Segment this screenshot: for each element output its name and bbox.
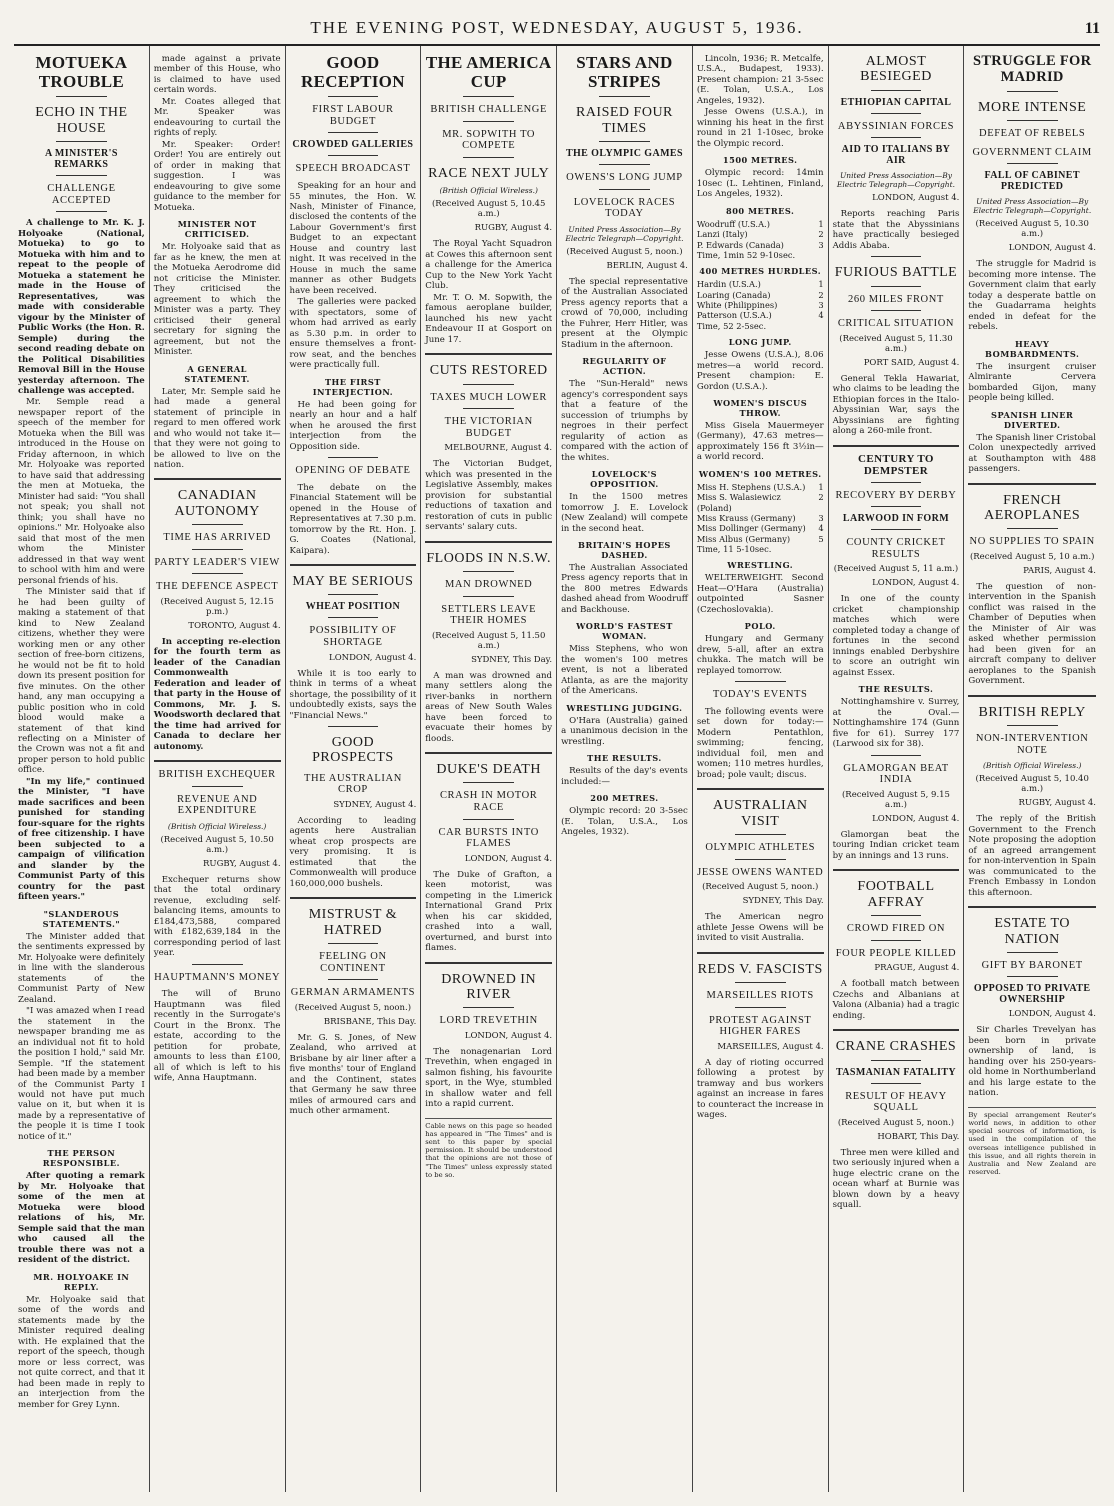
headline-australian-visit: AUSTRALIAN VISIT: [712, 798, 808, 829]
subhead: AID TO ITALIANS BY AIR: [841, 144, 951, 167]
dateline: LONDON, August 4.: [329, 652, 417, 663]
subhead: NON-INTERVENTION NOTE: [975, 733, 1089, 756]
page-number: 11: [1084, 20, 1100, 37]
headline-floods: FLOODS IN N.S.W.: [426, 550, 551, 566]
result-row: Patterson (U.S.A.) 4: [696, 310, 824, 321]
subhead: THE OLYMPIC GAMES: [565, 148, 683, 160]
section-subhead: 200 METRES.: [590, 793, 659, 804]
subhead: GOVERNMENT CLAIM: [972, 146, 1092, 158]
article-body: [833, 594, 960, 749]
article-body: [154, 989, 281, 1083]
dateline: (Received August 5, 11.30 a.m.): [839, 333, 953, 354]
dateline: (Received August 5, 11.50 a.m.): [431, 630, 546, 651]
headline-hauptmann: HAUPTMANN'S MONEY: [154, 971, 281, 983]
section-subhead: REGULARITY OF ACTION.: [582, 356, 667, 377]
subhead: LOVELOCK RACES TODAY: [573, 196, 676, 220]
subhead: LORD TREVETHIN: [439, 1015, 538, 1027]
paragraph: While it is too early to think in terms of a wheat shortage, the possibility of it undoubtedly exists, says the "Financial News.": [289, 668, 417, 721]
section-subhead: LOVELOCK'S OPPOSITION.: [590, 469, 659, 490]
paragraph: A football match between Czechs and Albanians at Valona (Albania) had a tragic ending.: [832, 979, 960, 1021]
result-row: Woodruff (U.S.A.) 1: [696, 218, 824, 229]
credit-line: United Press Association—By Electric Telegraph—Copyright.: [836, 171, 956, 190]
headline-british-exchequer: BRITISH EXCHEQUER: [158, 769, 276, 781]
dateline: RUGBY, August 4.: [203, 858, 281, 869]
article-body: [290, 669, 417, 721]
paragraph: Miss Stephens, who won the women's 100 metres event, is not a liberated Atlanta, as are the majority of the Americans.: [561, 644, 688, 697]
headline-cuts-restored: CUTS RESTORED: [429, 363, 548, 379]
paragraph: made against a private member of this House, who is claimed to have used certain words.: [153, 54, 281, 96]
paragraph: WELTERWEIGHT. Second Heat—O'Hara (Australia) outpointed Sasner (Czechoslovakia).: [696, 573, 824, 615]
result-row: Lanzi (Italy) 2: [696, 229, 824, 240]
article-body: [833, 374, 960, 437]
dateline: (Received August 5, 10.30 a.m.): [975, 219, 1089, 240]
headline-british-reply: BRITISH REPLY: [978, 704, 1086, 720]
subhead: COUNTY CRICKET RESULTS: [846, 537, 946, 560]
dateline: LONDON, August 4.: [464, 1030, 553, 1041]
paragraph: Glamorgan beat the touring Indian cricket team by an innings and 13 runs.: [832, 829, 960, 861]
article-body: [18, 218, 145, 1410]
paragraph: General Tekla Hawariat, who claims to be leading the Ethiopian forces in the Italo-Abyssinian War, says the Abyssinians are fighting along a 260-mile front.: [832, 373, 960, 437]
subhead: SETTLERS LEAVE THEIR HOMES: [441, 603, 537, 627]
paragraph: The following events were set down for today:—Modern Pentathlon, swimming; fencing, individual foil, men and women; 110 metres hurdles, broad; pole vault; discus.: [696, 706, 824, 780]
subhead: THE VICTORIAN BUDGET: [444, 416, 533, 439]
article-body: [968, 1025, 1096, 1098]
section-subhead: BRITAIN'S HOPES DASHED.: [578, 540, 671, 560]
section-subhead: WOMEN'S DISCUS THROW.: [713, 397, 808, 418]
article-body: [697, 54, 824, 216]
section-subhead: THE RESULTS.: [587, 753, 662, 764]
paragraph: Hungary and Germany drew, 5-all, after an extra chukka. The match will be replayed tomorrow.: [696, 634, 824, 676]
headline-crane-crashes: CRANE CRASHES: [835, 1039, 957, 1055]
paragraph: Mr. T. O. M. Sopwith, the famous aeroplane builder, launched his new yacht Endeavour II at Gosport on June 17.: [425, 292, 553, 345]
paragraph: O'Hara (Australia) gained a unanimous decision in the wrestling.: [561, 715, 688, 747]
credit-line: (British Official Wireless.): [982, 761, 1082, 771]
result-row: Miss Dollinger (Germany) 4: [696, 523, 824, 534]
subhead: CRASH IN MOTOR RACE: [439, 790, 538, 814]
result-row: Miss H. Stephens (U.S.A.) 1: [696, 481, 824, 492]
subhead: THE AUSTRALIAN CROP: [303, 772, 402, 796]
dateline: LONDON, August 4.: [872, 193, 960, 204]
credit-line: (British Official Wireless.): [167, 821, 267, 831]
section-subhead: 800 METRES.: [726, 205, 795, 216]
headline-good-reception: GOOD RECEPTION: [301, 53, 405, 91]
dateline: LONDON, August 4.: [1008, 1009, 1096, 1020]
column-5: [557, 46, 693, 1492]
paragraph: In one of the county cricket championship matches which were completed today a change of fortunes in the second innings enabled Derbyshire to score an outright win against Essex.: [832, 594, 960, 678]
article-body: [425, 671, 552, 744]
dateline: (Received August 5, 10.50 a.m.): [160, 834, 274, 855]
paragraph: After quoting a remark by Mr. Holyoake that some of the men at Motueka were blood relations of his, Mr. Semple said that the man who caused all the trouble there was not a resident of the district.: [18, 1171, 145, 1266]
subhead: MAN DROWNED: [444, 579, 533, 591]
article-body: [697, 707, 824, 780]
paragraph: Results of the day's events included:—: [561, 766, 688, 787]
subhead: A MINISTER'S REMARKS: [44, 148, 118, 171]
subhead: CROWD FIRED ON: [846, 923, 946, 935]
subhead: OWENS'S LONG JUMP: [566, 172, 683, 184]
subhead: BRITISH CHALLENGE: [430, 104, 547, 116]
headline-dukes-death: DUKE'S DEATH: [436, 762, 541, 778]
article-body: [697, 560, 824, 676]
dateline: (Received August 5, 10.40 a.m.): [975, 774, 1089, 795]
article-body: [425, 239, 552, 345]
paragraph: Nottinghamshire v. Surrey, at the Oval.—Nottinghamshire 174 (Gunn five for 61). Surrey 177 (Larwood six for 38).: [832, 697, 960, 750]
paragraph: The American negro athlete Jesse Owens will be invited to visit Australia.: [696, 912, 824, 944]
subhead: FIRST LABOUR BUDGET: [312, 104, 394, 127]
headline-todays-events: TODAY'S EVENTS: [712, 689, 808, 701]
article-body: [425, 459, 552, 532]
paragraph: The insurgent cruiser Almirante Cervera bombarded Gijon, many people being killed.: [968, 361, 1096, 404]
headline-america-cup: THE AMERICA CUP: [425, 53, 552, 91]
paragraph: The Victorian Budget, which was presented in the Legislative Assembly, makes provision for substantial reductions of taxation and restoration of cuts in public servants' salary cuts.: [425, 459, 553, 533]
subhead: CROWDED GALLERIES: [292, 139, 414, 151]
article-body: [968, 582, 1096, 687]
headline-football-affray: FOOTBALL AFFRAY: [857, 879, 935, 910]
headline-reds-fascists: REDS V. FASCISTS: [697, 961, 823, 977]
article-body: [697, 1058, 824, 1121]
dateline: (Received August 5, noon.): [566, 246, 683, 257]
paragraph: He had been going for nearly an hour and a half when he aroused the first interjection from the Opposition side.: [289, 399, 417, 452]
article-body: [697, 337, 824, 479]
subhead: LARWOOD IN FORM: [842, 513, 950, 525]
paragraph: A man was drowned and many settlers along the river-banks in northern areas of New South Wales have been forced to evacuate their homes by floods.: [425, 670, 553, 744]
headline-mistrust: MISTRUST & HATRED: [308, 907, 398, 938]
headline-stars-stripes: STARS AND STRIPES: [576, 53, 673, 91]
subhead: OPPOSED TO PRIVATE OWNERSHIP: [973, 983, 1091, 1006]
dateline: LONDON, August 4.: [1008, 243, 1096, 254]
paragraph: The will of Bruno Hauptmann was filed recently in the Surrogate's Court in the Bronx. The estate, according to the petition for probate, amounts to less than £100, all of which is left to his wife, Anna Hauptmann.: [153, 989, 281, 1084]
headline-drowned: DROWNED IN RIVER: [441, 971, 537, 1002]
article-body: [968, 814, 1096, 898]
subhead: POSSIBILITY OF SHORTAGE: [309, 625, 397, 649]
section-subhead: THE RESULTS.: [858, 684, 934, 695]
paragraph: Jesse Owens (U.S.A.), in winning his heat in the first round in 21 1-10sec, broke the Olympic record.: [696, 107, 824, 149]
article-body: [425, 1047, 552, 1110]
section-subhead: 400 METRES HURDLES.: [699, 266, 822, 277]
paragraph: In accepting re-election for the fourth term as leader of the Canadian Commonwealth Federation and leader of that party in the House of Commons, Mr. J. S. Woodsworth declared that the time had arrived for Canada to declare her autonomy.: [153, 636, 281, 752]
dateline: (Received August 5, 11 a.m.): [833, 564, 959, 575]
subhead: MR. SOPWITH TO COMPETE: [442, 128, 536, 152]
paragraph: The struggle for Madrid is becoming more intense. The Government claim that early today a desperate battle on the Guadarrama heights ended in defeat for the rebels.: [968, 259, 1096, 333]
subhead: RECOVERY BY DERBY: [835, 489, 957, 501]
article-body: [290, 181, 417, 452]
column-4: [421, 46, 557, 1492]
footnote: Cable news on this page so headed has appeared in "The Times" and is sent to this paper by special permission. It should be understood that the opinions are not those of "The Times" unless expressly stated to be so.: [425, 1118, 552, 1179]
subhead: 260 MILES FRONT: [848, 293, 944, 305]
dateline: (Received August 5, 10 a.m.): [969, 551, 1095, 562]
subhead: MARSEILLES RIOTS: [706, 989, 814, 1001]
dateline: (Received August 5, 12.15 p.m.): [160, 596, 274, 617]
headline-may-be-serious: MAY BE SERIOUS: [292, 574, 414, 590]
paragraph: Exchequer returns show that the total ordinary revenue, excluding self-balancing items, amounts to £184,473,588, compared with £182,639,184 in the corresponding period of last year.: [153, 874, 281, 959]
paragraph: Mr. Holyoake said that as far as he knew, the men at the Motueka Aerodrome did not criticise the Minister. They criticised the agreement to which the Minister was a party. They criticised their general secretary for signing the agreement, but not the Minister.: [153, 242, 281, 358]
paragraph: Mr. Semple read a newspaper report of the speech of the member for Motueka when the Bill was introduced in the House on Friday afternoon, in which Mr. Holyoake was reported to have said that addressing the men at Motueka, the Minister had said: "You shall not speak; you shall not think; you shall have no opinions." Mr. Holyoake also said that most of the men whom the Minister addressed in that way went to school with him and were personal friends of his.: [18, 397, 145, 586]
masthead-title: THE EVENING POST, WEDNESDAY, AUGUST 5, 1936.: [310, 18, 804, 37]
paragraph: Mr. G. S. Jones, of New Zealand, who arrived at Brisbane by air liner after a five months' tour of England and the Continent, states that Germany he saw three miles of armoured cars and much other armament.: [289, 1032, 417, 1117]
subhead: NO SUPPLIES TO SPAIN: [969, 536, 1095, 548]
dateline: MARSEILLES, August 4.: [717, 1041, 824, 1052]
dateline: TORONTO, August 4.: [188, 620, 281, 631]
article-body: [561, 277, 688, 838]
paragraph: Mr. Speaker: Order! Order! You are entirely out of order in making that suggestion. I was endeavouring to give some guidance to the member for Motueka.: [153, 139, 281, 213]
paragraph: The Spanish liner Cristobal Colon unexpectedly arrived at Southampton with 488 passengers.: [968, 432, 1096, 475]
result-time: Time, 11 5-10sec.: [696, 544, 772, 555]
section-subhead: MINISTER NOT CRITICISED.: [177, 219, 257, 240]
subhead: TIME HAS ARRIVED: [163, 532, 271, 544]
subhead: OLYMPIC ATHLETES: [705, 842, 816, 854]
headline-motueka: MOTUEKA TROUBLE: [35, 53, 128, 91]
subhead: ABYSSINIAN FORCES: [837, 120, 955, 132]
subhead: ECHO IN THE HOUSE: [35, 105, 128, 136]
section-subhead: LONG JUMP.: [728, 337, 792, 348]
article-body: [833, 209, 960, 251]
subhead: DEFEAT OF REBELS: [979, 128, 1086, 140]
headline-furious-battle: FURIOUS BATTLE: [834, 265, 958, 281]
paragraph: Three men were killed and two seriously injured when a huge electric crane on the ocean wharf at Burnie was blown down by a heavy squall.: [832, 1147, 960, 1211]
dateline: PORT SAID, August 4.: [863, 357, 960, 368]
dateline: BRISBANE, This Day.: [323, 1016, 417, 1027]
section-subhead: WRESTLING JUDGING.: [566, 702, 683, 713]
section-subhead: MR. HOLYOAKE IN REPLY.: [33, 1271, 130, 1292]
result-row: Hardin (U.S.A.) 1: [696, 279, 824, 290]
section-subhead: 1500 METRES.: [722, 155, 798, 166]
article-body: [154, 637, 281, 752]
subhead: CRITICAL SITUATION: [837, 318, 955, 330]
section-subhead: A GENERAL STATEMENT.: [184, 363, 250, 384]
article-body: [833, 1148, 960, 1211]
paragraph: Sir Charles Trevelyan has been born in private ownership of land, is handing over his 250-years-old home in Northumberland and his large estate to the nation.: [968, 1025, 1096, 1099]
headline-century-dempster: CENTURY TO DEMPSTER: [858, 452, 934, 477]
paragraph: "I was amazed when I read the statement in the newspaper branding me as an individual not fit to hold the position I hold," said Mr. Semple. "If the statement had been made by a member of the Communist Party I would not have put much value on it, but when it is made by a representative of the people it is time I took notice of it.": [18, 1006, 145, 1142]
results-800m: [697, 219, 824, 260]
dateline: SYDNEY, August 4.: [333, 799, 417, 810]
result-row: P. Edwards (Canada) 3: [696, 239, 824, 250]
result-row: White (Philippines) 3: [696, 299, 824, 310]
dateline: RUGBY, August 4.: [474, 223, 553, 234]
result-time: Time, 52 2-5sec.: [696, 320, 767, 331]
dateline: SYDNEY, This Day.: [742, 896, 824, 907]
subhead: TASMANIAN FATALITY: [835, 1066, 957, 1078]
paragraph: Olympic record: 14min 10sec (L. Lehtinen, Finland, Los Angeles, 1932).: [696, 168, 824, 200]
paragraph: The Duke of Grafton, a keen motorist, was competing in the Limerick International Grand Prix when his car skidded, crashed into a wall, overturned, and burst into flames.: [425, 869, 553, 954]
column-7: [829, 46, 965, 1492]
subhead: CAR BURSTS INTO FLAMES: [438, 826, 539, 850]
paragraph: The reply of the British Government to the French Note proposing the adoption of an agreed arrangement for non-intervention in Spain was communicated to the French Embassy in London this afternoon.: [968, 814, 1096, 898]
credit-line: United Press Association—By Electric Telegraph—Copyright.: [973, 197, 1092, 216]
subhead: RESULT OF HEAVY SQUALL: [845, 1090, 947, 1114]
paragraph: Miss Gisela Mauermeyer (Germany), 47.63 metres—approximately 156 ft 3½in—a world record.: [696, 420, 824, 463]
section-subhead: HEAVY BOMBARDMENTS.: [985, 338, 1080, 359]
footnote: By special arrangement Reuter's world news, in addition to other special sources of information, is used in the compilation of the overseas intelligence published in this issue, and all rights therein in Australia and New Zealand are reserved.: [968, 1107, 1096, 1176]
results-women-100m: [697, 482, 824, 555]
article-body: [154, 54, 281, 470]
dateline: (Received August 5, 9.15 a.m.): [841, 789, 950, 810]
dateline: SYDNEY, This Day.: [471, 654, 553, 665]
dateline: MELBOURNE, August 4.: [444, 443, 553, 454]
section-subhead: "SLANDEROUS STATEMENTS.": [42, 908, 121, 929]
result-row: Loaring (Canada) 2: [696, 289, 824, 300]
headline-estate-nation: ESTATE TO NATION: [994, 916, 1070, 947]
credit-line: (British Official Wireless.): [439, 186, 538, 196]
headline-almost-besieged: ALMOST BESIEGED: [860, 54, 932, 85]
paragraph: Mr. Coates alleged that Mr. Speaker was endeavouring to curtail the rights of reply.: [153, 96, 281, 139]
dateline: BERLIN, August 4.: [606, 260, 688, 271]
paragraph: Olympic record: 20 3-5sec (E. Tolan, U.S.A., Los Angeles, 1932).: [561, 806, 688, 838]
dateline: PRAGUE, August 4.: [874, 963, 960, 974]
dateline: (Received August 5, noon.): [837, 1117, 955, 1128]
subhead: GERMAN ARMAMENTS: [290, 987, 416, 999]
subhead: PROTEST AGAINST HIGHER FARES: [708, 1014, 812, 1038]
column-2: [150, 46, 286, 1492]
subhead: CHALLENGE ACCEPTED: [47, 183, 116, 206]
column-3: [286, 46, 422, 1492]
section-subhead: SPANISH LINER DIVERTED.: [991, 409, 1074, 430]
dateline: (Received August 5, noon.): [294, 1002, 412, 1013]
subhead: TAXES MUCH LOWER: [430, 391, 548, 403]
columns: [14, 46, 1100, 1492]
section-subhead: WORLD'S FASTEST WOMAN.: [576, 621, 673, 642]
article-body: [697, 912, 824, 943]
paragraph: The Royal Yacht Squadron at Cowes this afternoon sent a challenge for the America Cup to the New York Yacht Club.: [425, 239, 553, 292]
paragraph: Reports reaching Paris state that the Abyssinians have practically besieged Addis Ababa.: [832, 209, 960, 251]
paragraph: According to leading agents here Australian wheat crop prospects are very promising. It is estimated that the Commonwealth will produce 160,000,000 bushels.: [289, 815, 417, 889]
paragraph: The question of non-intervention in the Spanish conflict was raised in the Chamber of Deputies when the Minister of Air was asked whether permission had been given for an aircraft company to deliver aeroplanes to the Spanish Government.: [968, 581, 1096, 687]
dateline: LONDON, August 4.: [872, 813, 960, 824]
paragraph: Speaking for an hour and 55 minutes, the Hon. W. Nash, Minister of Finance, disclosed the contents of the Labour Government's first Budget to an expectant House and country last night. It was received in the House in much the same manner as other Budgets have been received.: [289, 181, 417, 296]
article-body: [425, 870, 552, 954]
paragraph: In the 1500 metres tomorrow J. E. Lovelock (New Zealand) will compete in the second heat.: [561, 492, 688, 534]
subhead: REVENUE AND EXPENDITURE: [176, 793, 258, 817]
paragraph: The Australian Associated Press agency reports that in the 800 metres Edwards dashed ahead from Woodruff and Backhouse.: [561, 563, 688, 615]
section-subhead: THE PERSON RESPONSIBLE.: [42, 1148, 120, 1169]
column-1: [14, 46, 150, 1492]
article-body: [290, 816, 417, 889]
subhead: FALL OF CABINET PREDICTED: [984, 170, 1080, 193]
paragraph: The Minister added that the sentiments expressed by Mr. Holyoake were definitely in line with the slanderous statements of the Communist Party of New Zealand.: [18, 931, 145, 1005]
paragraph: The special representative of the Australian Associated Press agency reports that a crowd of 70,000, including the Fuhrer, Herr Hitler, was present at the Olympic Stadium in the afternoon.: [561, 276, 688, 350]
section-subhead: WOMEN'S 100 METRES.: [698, 468, 822, 479]
headline-good-prospects: GOOD PROSPECTS: [312, 735, 394, 766]
dateline: LONDON, August 4.: [872, 578, 960, 589]
paragraph: Lincoln, 1936; R. Metcalfe, U.S.A., Budapest, 1933). Present champion: 21 3-5sec (E. Tolan, U.S.A., Los Angeles, 1932).: [696, 54, 824, 106]
article-body: [154, 875, 281, 959]
subhead: FOUR PEOPLE KILLED: [835, 947, 957, 959]
dateline: HOBART, This Day.: [877, 1131, 960, 1142]
paragraph: The "Sun-Herald" news agency's correspondent says that a feature of the succession of triumphs by negroes in their perfect regularity of action as compared with the action of the whites.: [561, 379, 688, 463]
article-body: [290, 1033, 417, 1117]
article-lead: A challenge to Mr. K. J. Holyoake (National, Motueka) to go to Motueka with him and to repeat to the people of Motueka a statement he made in the House of Representatives, was made with considerable vigour by the Minister of Public Works (the Hon. R. Semple) during the second reading debate on the Political Disabilities Removal Bill in the House yesterday afternoon. The challenge was accepted.: [18, 218, 145, 396]
headline-canadian-autonomy: CANADIAN AUTONOMY: [174, 488, 260, 519]
headline-french-aeroplanes: FRENCH AEROPLANES: [984, 492, 1081, 524]
masthead: [14, 18, 1100, 46]
result-row: Miss Albus (Germany) 5: [696, 533, 824, 544]
section-subhead: THE FIRST INTERJECTION.: [312, 376, 394, 397]
dateline: RUGBY, August 4.: [1018, 798, 1096, 809]
paragraph: The debate on the Financial Statement will be opened in the House of Representatives at 7.30 p.m. tomorrow by the Rt. Hon. J. G. Coates (National, Kaipara).: [289, 482, 417, 556]
subhead: RACE NEXT JULY: [428, 166, 550, 182]
subhead: THE DEFENCE ASPECT: [156, 581, 279, 593]
subhead: JESSE OWENS WANTED: [697, 866, 824, 878]
credit-line: United Press Association—By Electric Telegraph—Copyright.: [565, 224, 684, 243]
subhead: GIFT BY BARONET: [981, 959, 1083, 971]
paragraph: The galleries were packed with spectators, some of whom had arrived as early as 5.30 p.m. in order to ensure themselves a front-row seat, and the benches were practically full.: [289, 297, 417, 371]
result-row: Miss S. Walasiewicz (Poland) 2: [696, 492, 824, 513]
subhead: SPEECH BROADCAST: [295, 163, 411, 175]
column-6: [693, 46, 829, 1492]
paragraph: A day of rioting occurred following a protest by tramway and bus workers against an increase in fares to counteract the increase in wages.: [696, 1057, 824, 1121]
subhead: FEELING ON CONTINENT: [319, 951, 387, 974]
results-hurdles: [697, 279, 824, 331]
dateline: (Received August 5, 10.45 a.m.): [431, 199, 546, 220]
subhead: PARTY LEADER'S VIEW: [154, 556, 280, 568]
headline-struggle-madrid: STRUGGLE FOR MADRID: [972, 53, 1092, 85]
article-body: [833, 979, 960, 1021]
paragraph: The Minister said that if he had been guilty of making a statement of that kind to New Zealand citizens, whether they were working men or any other section of free-born citizens, he would not be fit to hold down its present position for five minutes. On the other hand, any man occupying a public position who in cold blood would make a statement of that kind reflecting on a Minister of the Crown was not a fit and proper person to hold public office.: [18, 587, 145, 776]
article-body: [290, 483, 417, 556]
article-body: [833, 830, 960, 861]
subhead: ETHIOPIAN CAPITAL: [840, 96, 952, 108]
paragraph: The nonagenarian Lord Trevethin, when engaged in salmon fishing, his favourite sport, in the Wye, stumbled in shallow water and fell into a rapid current.: [425, 1046, 553, 1110]
subhead: WHEAT POSITION: [305, 601, 401, 613]
subhead: MORE INTENSE: [978, 99, 1087, 115]
paragraph: Later, Mr. Semple said he had made a general statement of principle in regard to men offered work and who would not take it—that they were not going to be allowed to live on the nation.: [153, 386, 281, 470]
paragraph: "In my life," continued the Minister, "I have made sacrifices and been punished for standing four-square for the rights of free citizenship. I have been subjected to a campaign of vilification and slander by the Communist Party of this country for the past fifteen years.": [18, 776, 145, 903]
paragraph: Jesse Owens (U.S.A.), 8.06 metres—a world record. Present champion: E. Gordon (U.S.A.).: [696, 350, 824, 392]
dateline: PARIS, August 4.: [1023, 565, 1096, 576]
headline-glamorgan: GLAMORGAN BEAT INDIA: [843, 762, 949, 786]
subhead: OPENING OF DEBATE: [295, 465, 411, 477]
result-row: Miss Krauss (Germany) 3: [696, 513, 824, 523]
paragraph: Mr. Holyoake said that some of the words and statements made by the Minister required dealing with. He explained that the report of the speech, though more or less correct, was not quite correct, and that it had been made in reply to an interjection from the member for Grey Lynn.: [18, 1294, 145, 1410]
article-body: [968, 259, 1096, 474]
result-time: Time, 1min 52 9-10sec.: [696, 249, 796, 260]
dateline: LONDON, August 4.: [464, 853, 553, 864]
dateline: (Received August 5, noon.): [702, 882, 819, 893]
subhead: RAISED FOUR TIMES: [575, 105, 673, 136]
column-8: [964, 46, 1100, 1492]
section-subhead: WRESTLING.: [727, 560, 794, 571]
section-subhead: POLO.: [744, 621, 776, 632]
